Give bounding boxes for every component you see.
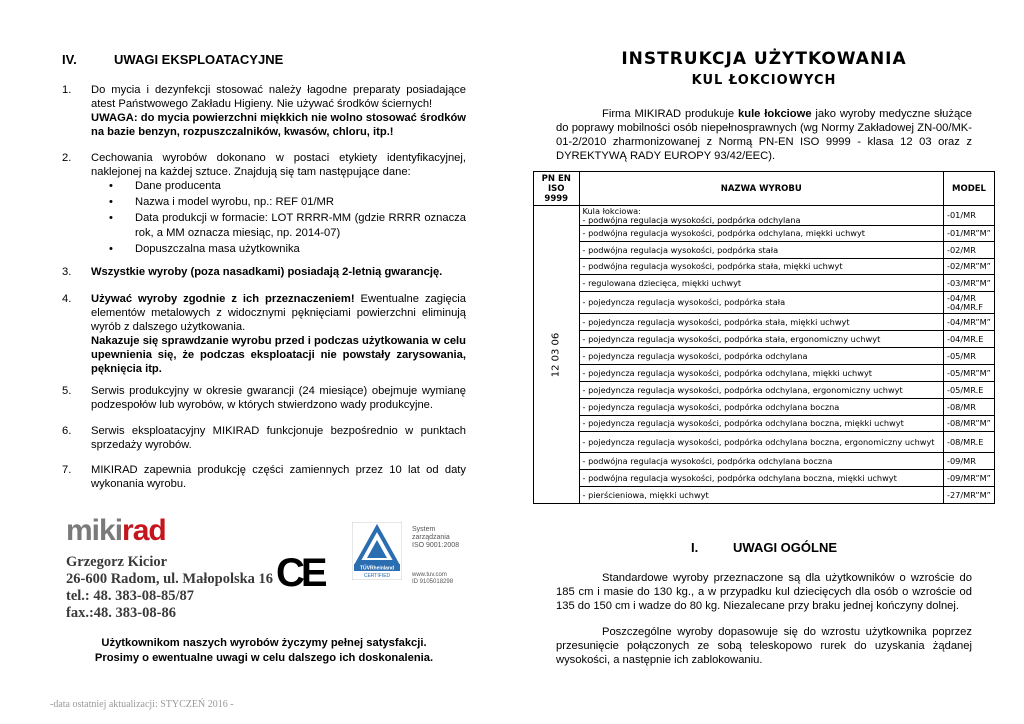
thanks-note: Użytkownikom naszych wyrobów życzymy pełnej satysfakcji. Prosimy o ewentualne uwagi w celu dalszego ich doskonalenia. [94,637,434,664]
table-row [534,292,995,314]
product-model-cell: -03/MR”M” [944,275,995,292]
iso-cert-text: System zarządzania ISO 9001:2008 [412,526,460,549]
product-model-cell: -02/MR [944,242,995,259]
product-name-cell: - pojedyncza regulacja wysokości, podpórka odchylana [579,348,943,365]
product-name-cell: - pojedyncza regulacja wysokości, podpórka odchylana boczna, ergonomiczny uchwyt [579,432,943,453]
section-i-heading [533,541,995,557]
product-name-cell: - podwójna regulacja wysokości, podpórka odchylana boczna [579,453,943,470]
product-model-cell: -09/MR”M” [944,470,995,487]
list-item: 5. Serwis produkcyjny w okresie gwarancji (24 miesiące) obejmuje wymianę podzespołów lub wyrobów, w których stwierdzono wady produkcyjne. [62,385,466,411]
item-text: MIKIRAD zapewnia produkcję części zamiennych przez 10 lat od daty wykonania wyrobu. [91,464,466,490]
product-model-cell: -01/MR”M” [944,226,995,242]
table-row [534,416,995,432]
item-warning: Nakazuje się sprawdzanie wyrobu przed i podczas użytkowania w celu upewnienia się, że podczas eksploatacji nie powstały zarysowania, pęknięcia itp. [91,335,466,375]
table-row [534,399,995,416]
table-row [534,453,995,470]
company-address: Grzegorz Kicior 26-600 Radom, ul. Małopolska 16 tel.: 48. 383-08-85/87 fax.:48. 383-08-86 [66,554,274,621]
list-item: 4. Używać wyroby zgodnie z ich przeznaczeniem! Ewentualne zagięcia elementów metalowych z widocznymi pęknięciami powierzchni eliminują wyrób z dalszego użytkowania. Nakazuje się sprawdzanie wyrobu przed i podczas użytkowania w celu upewnienia się, że podczas eksploatacji nie powstały zarysowania, pęknięcia itp. [62,293,466,375]
item-text: Ewentualne zagięcia elementów metalowych z widocznymi pęknięciami powierzchni eliminują wyrób z dalszego użytkowania. [91,293,466,333]
table-row [534,470,995,487]
item-lead: Używać wyroby zgodnie z ich przeznaczeniem! [91,293,355,305]
product-name-cell: - pojedyncza regulacja wysokości, podpórka stała, ergonomiczny uchwyt [579,331,943,348]
general-paragraph-1: Standardowe wyroby przeznaczone są dla użytkowników o wzroście do 185 cm i masie do 130 kg., a w przypadku kul dziecięcych dla osób o wzroście od 135 do 150 cm i wadze do 80 kg. Niezalecane przy braku jednej kończyny dolnej. [556,572,972,612]
product-name-cell: - pojedyncza regulacja wysokości, podpórka odchylana, miękki uchwyt [579,365,943,382]
product-model-cell: -08/MR.E [944,432,995,453]
product-model-cell: -05/MR.E [944,382,995,399]
product-model-cell: -27/MR”M” [944,487,995,504]
company-logo-block [62,514,466,626]
col-header-name: NAZWA WYROBU [579,172,943,206]
company-logo: mikirad [66,514,166,547]
product-name-cell: - podwójna regulacja wysokości, podpórka stała [579,242,943,259]
table-row [534,432,995,453]
iso-code-cell: 12 03 06 [534,206,580,504]
item-text: Serwis eksploatacyjny MIKIRAD funkcjonuje bezpośrednio w punktach sprzedaży wyrobów. [91,425,466,451]
product-model-cell: -09/MR [944,453,995,470]
product-name-cell: - pierścieniowa, miękki uchwyt [579,487,943,504]
bullet-item: • Nazwa i model wyrobu, np.: REF 01/MR [135,195,466,210]
page-subtitle: KUL ŁOKCIOWYCH [691,73,837,88]
section-number: IV. [62,52,77,67]
intro-paragraph: Firma MIKIRAD produkuje kule łokciowe jako wyroby medyczne służące do poprawy mobilności osób niepełnosprawnych (wg Normy Zakładowej ZN-00/MK-01-2/2010 zharmonizowanej z Normą PN-EN ISO 9999 - klasa 12 03 oraz z DYREKTYWĄ RADY EUROPY 93/42/EEC). [556,108,972,162]
item-text: Serwis produkcyjny w okresie gwarancji (24 miesiące) obejmuje wymianę podzespołów lub wyrobów, w których stwierdzono wady produkcyjne. [91,385,466,411]
product-model-cell: -04/MR”M” [944,314,995,331]
item-text: Wszystkie wyroby (poza nasadkami) posiadają 2-letnią gwarancję. [91,266,443,278]
product-name-cell: - podwójna regulacja wysokości, podpórka odchylana boczna, miękki uchwyt [579,470,943,487]
table-row [534,365,995,382]
tuv-cert-id: www.tuv.com ID 9105018298 [412,572,454,585]
product-name-cell: - pojedyncza regulacja wysokości, podpórka odchylana boczna [579,399,943,416]
svg-text:TÜVRheinland: TÜVRheinland [359,565,395,572]
update-date-footer: -data ostatniej aktualizacji: STYCZEŃ 2016 - [50,699,234,710]
product-model-cell: -08/MR”M” [944,416,995,432]
product-name-cell: - pojedyncza regulacja wysokości, podpórka odchylana, ergonomiczny uchwyt [579,382,943,399]
table-row [534,259,995,275]
product-model-cell: -04/MR.E [944,331,995,348]
table-row [534,382,995,399]
product-model-cell: -04/MR -04/MR.F [944,292,995,314]
item-text: Do mycia i dezynfekcji stosować należy łagodne preparaty posiadające atest Państwowego Zakładu Higieny. Nie używać środków ściernych! [91,84,466,110]
product-name-cell: - pojedyncza regulacja wysokości, podpórka stała [579,292,943,314]
product-model-cell: -01/MR [944,206,995,226]
table-row [534,242,995,259]
section-title: UWAGI OGÓLNE [733,540,837,555]
col-header-model: MODEL [944,172,995,206]
table-row [534,487,995,504]
general-paragraph-2: Poszczególne wyroby dopasowuje się do wzrostu użytkownika poprzez przesunięcie połączonych ze sobą teleskopowo rurek do uzyskania żądanej wysokości, a następnie ich zablokowaniu. [556,626,972,666]
col-header-code: PN EN ISO 9999 [534,172,580,206]
bullet-item: • Data produkcji w formacie: LOT RRRR-MM (gdzie RRRR oznacza rok, a MM oznacza miesiąc, np. 2014-07) [135,211,466,241]
page-title: INSTRUKCJA UŻYTKOWANIA [621,49,907,69]
table-row [534,314,995,331]
section-title: UWAGI EKSPLOATACYJNE [114,52,284,67]
ce-mark-icon: CE [276,551,324,595]
product-model-cell: -05/MR”M” [944,365,995,382]
product-name-cell: Kula łokciowa: - podwójna regulacja wysokości, podpórka odchylana [579,206,943,226]
svg-text:CERTIFIED: CERTIFIED [363,573,391,579]
list-item: 1. Do mycia i dezynfekcji stosować należy łagodne preparaty posiadające atest Państwowego Zakładu Higieny. Nie używać środków ściernych! UWAGA: do mycia powierzchni miękkich nie wolno stosować środków na bazie benzyn, rozpuszczalników, kwasów, chloru, itp.! [62,84,466,138]
product-name-cell: - podwójna regulacja wysokości, podpórka stała, miękki uchwyt [579,259,943,275]
section-iv-heading [62,53,472,69]
product-name-cell: - pojedyncza regulacja wysokości, podpórka odchylana boczna, miękki uchwyt [579,416,943,432]
bullet-item: • Dane producenta [135,179,466,194]
product-model-cell: -08/MR [944,399,995,416]
products-table [533,171,995,504]
product-name-cell: - podwójna regulacja wysokości, podpórka odchylana, miękki uchwyt [579,226,943,242]
product-name-cell: - pojedyncza regulacja wysokości, podpórka stała, miękki uchwyt [579,314,943,331]
table-row [534,275,995,292]
list-item: 3. Wszystkie wyroby (poza nasadkami) posiadają 2-letnią gwarancję. [62,266,443,278]
table-row [534,226,995,242]
product-model-cell: -05/MR [944,348,995,365]
section-number: I. [691,540,699,555]
item-text: Cechowania wyrobów dokonano w postaci etykiety identyfikacyjnej, naklejonej na każdej sztuce. Znajdują się tam następujące dane: [91,152,466,178]
list-item: 6. Serwis eksploatacyjny MIKIRAD funkcjonuje bezpośrednio w punktach sprzedaży wyrobów. [62,425,466,451]
table-row [534,348,995,365]
item-warning: UWAGA: do mycia powierzchni miękkich nie wolno stosować środków na bazie benzyn, rozpuszczalników, kwasów, chloru, itp.! [91,112,466,138]
table-row [534,331,995,348]
product-name-cell: - regulowana dziecięca, miękki uchwyt [579,275,943,292]
table-row [534,206,995,226]
bullet-item: • Dopuszczalna masa użytkownika [135,242,466,257]
list-item: 7. MIKIRAD zapewnia produkcję części zamiennych przez 10 lat od daty wykonania wyrobu. [62,464,466,490]
list-item: 2. Cechowania wyrobów dokonano w postaci etykiety identyfikacyjnej, naklejonej na każdej sztuce. Znajdują się tam następujące dane: • Dane producenta • Nazwa i model wyrobu, np.: REF 01/MR • Data produkcji w formacie: LOT RRRR-MM (gdzie RRRR oznacza rok, a MM oznacza miesiąc, np. 2014-07) • Dopuszczalna masa użytkownika [62,151,466,257]
product-model-cell: -02/MR”M” [944,259,995,275]
tuv-certificate-icon [352,522,402,580]
